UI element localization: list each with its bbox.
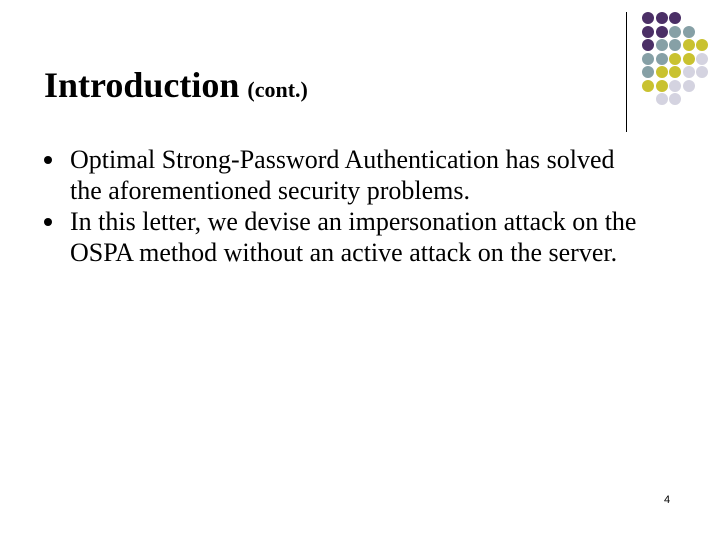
decorative-dot: [669, 80, 681, 92]
decorative-dot: [683, 53, 695, 65]
decorative-dot-grid: [638, 10, 720, 140]
title-main: Introduction: [44, 65, 240, 105]
bullet-dot-icon: [44, 218, 52, 226]
decorative-dot: [683, 26, 695, 38]
bullet-list: [44, 144, 644, 268]
decorative-dot: [642, 26, 654, 38]
decorative-dot: [642, 53, 654, 65]
slide-title: [44, 64, 308, 106]
decorative-dot: [669, 66, 681, 78]
bullet-item: [44, 206, 644, 268]
decorative-dot: [669, 53, 681, 65]
decorative-dot: [656, 93, 668, 105]
bullet-text: Optimal Strong-Password Authentication has solved the aforementioned security problems.: [70, 145, 615, 205]
decorative-dot: [683, 66, 695, 78]
bullet-dot-icon: [44, 156, 52, 164]
decorative-dot: [656, 12, 668, 24]
decorative-dot: [669, 12, 681, 24]
vertical-divider: [626, 12, 627, 132]
title-subtitle: (cont.): [247, 77, 308, 102]
decorative-dot: [669, 93, 681, 105]
decorative-dot: [656, 66, 668, 78]
decorative-dot: [642, 80, 654, 92]
decorative-dot: [656, 39, 668, 51]
decorative-dot: [656, 26, 668, 38]
decorative-dot: [656, 80, 668, 92]
bullet-item: [44, 144, 644, 206]
decorative-dot: [656, 53, 668, 65]
decorative-dot: [642, 12, 654, 24]
decorative-dot: [683, 80, 695, 92]
decorative-dot: [669, 26, 681, 38]
decorative-dot: [669, 39, 681, 51]
decorative-dot: [696, 66, 708, 78]
decorative-dot: [696, 39, 708, 51]
decorative-dot: [683, 39, 695, 51]
bullet-text: In this letter, we devise an impersonation attack on the OSPA method without an active attack on the server.: [70, 207, 637, 267]
page-number: 4: [664, 494, 671, 506]
decorative-dot: [696, 53, 708, 65]
decorative-dot: [642, 39, 654, 51]
decorative-dot: [642, 66, 654, 78]
